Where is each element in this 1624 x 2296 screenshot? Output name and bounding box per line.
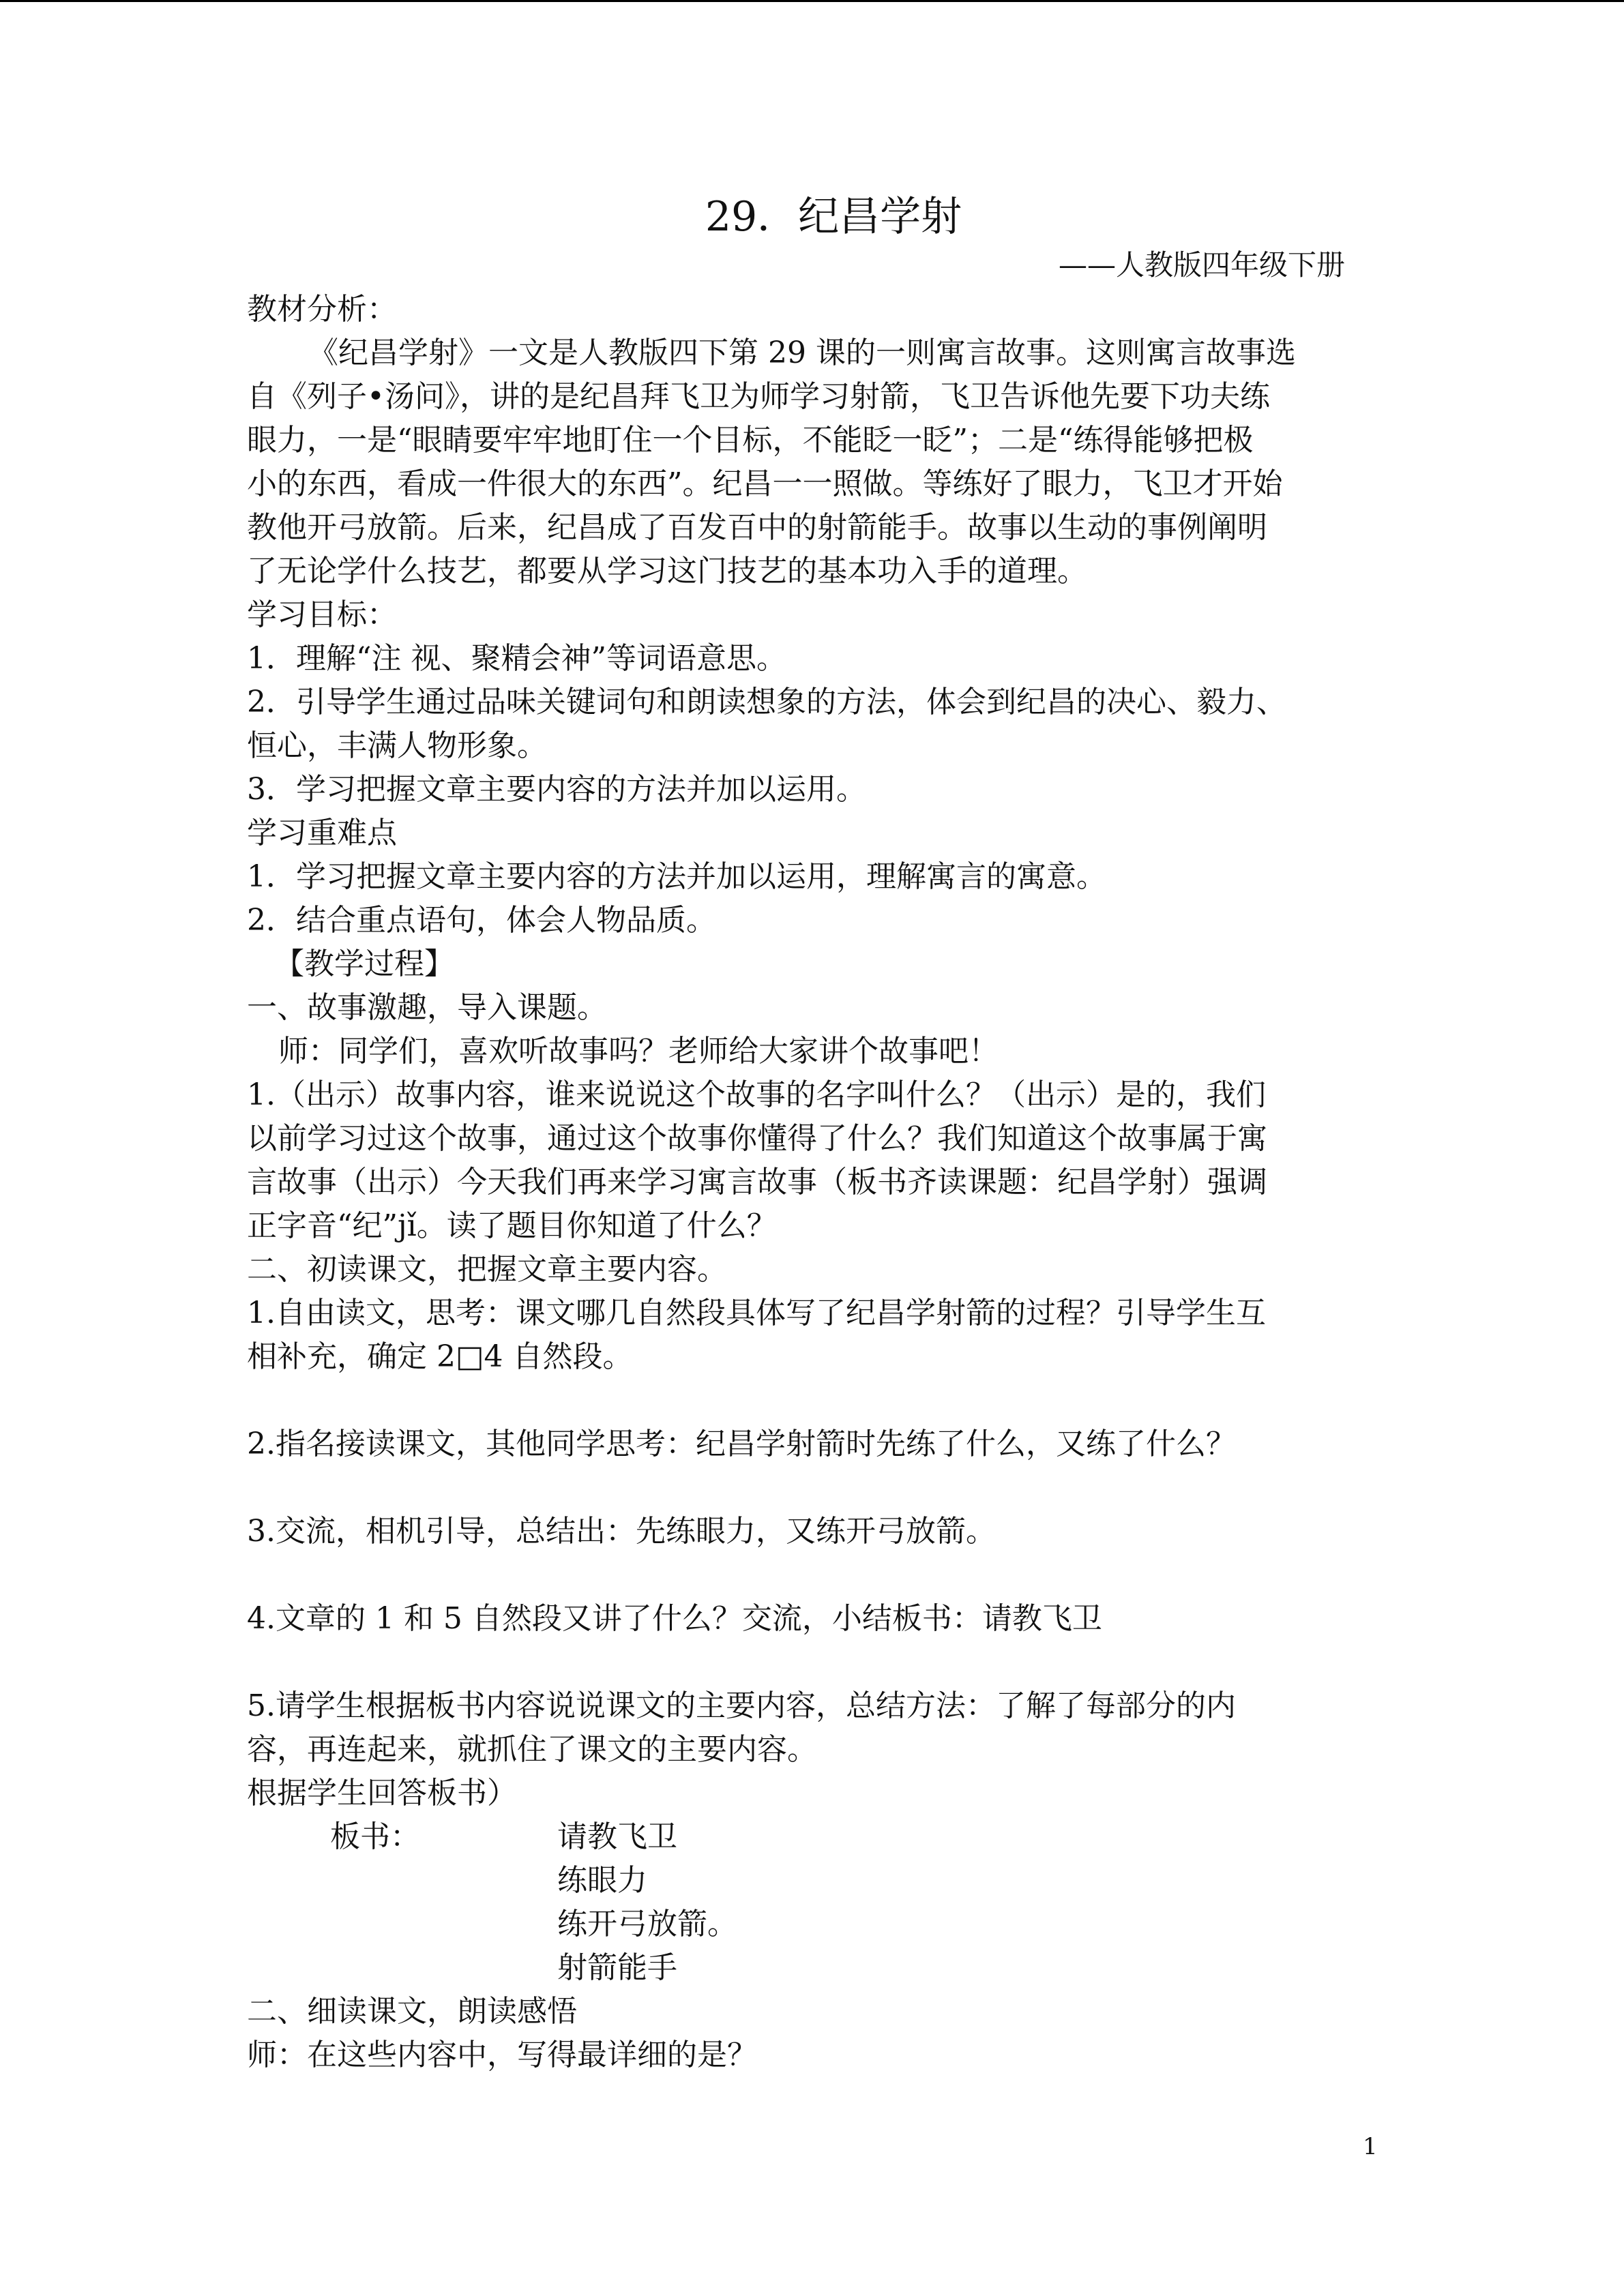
blank-line xyxy=(247,1466,1379,1510)
document-title: 29．纪昌学射 xyxy=(705,193,962,241)
document-subtitle: ——人教版四年级下册 xyxy=(1058,248,1345,282)
blank-line xyxy=(247,1641,1379,1684)
analysis-line: 教他开弓放箭。后来，纪昌成了百发百中的射箭能手。故事以生动的事例阐明 xyxy=(247,510,1267,545)
blank-line xyxy=(247,1553,1379,1597)
part1-teacher-line: 师：同学们，喜欢听故事吗？老师给大家讲个故事吧！ xyxy=(278,1034,999,1069)
part3-heading: 二、细读课文，朗读感悟 xyxy=(247,1994,577,2029)
part2-step4: 4.文章的 1 和 5 自然段又讲了什么？交流，小结板书：请教飞卫 xyxy=(247,1601,1102,1636)
part2-note: 根据学生回答板书） xyxy=(247,1776,517,1810)
document-page xyxy=(247,184,1379,2077)
part2-step1-line: 相补充，确定 2□4 自然段。 xyxy=(247,1339,633,1374)
keypoints-heading: 学习重难点 xyxy=(247,816,397,850)
part2-step3: 3.交流，相机引导，总结出：先练眼力，又练开弓放箭。 xyxy=(247,1514,996,1549)
board-items xyxy=(557,1815,737,1990)
blackboard-outline xyxy=(247,1815,1379,1990)
part1-line: 正字音“纪”jǐ。读了题目你知道了什么？ xyxy=(247,1208,777,1243)
part1-heading: 一、故事激趣，导入课题。 xyxy=(247,990,607,1025)
top-border xyxy=(0,0,1624,2)
analysis-line: 小的东西，看成一件很大的东西”。纪昌一一照做。等练好了眼力，飞卫才开始 xyxy=(247,466,1283,501)
analysis-line: 《纪昌学射》一文是人教版四下第 29 课的一则寓言故事。这则寓言故事选 xyxy=(308,336,1296,370)
goal-item: 1．理解“注 视、聚精会神”等词语意思。 xyxy=(247,641,786,676)
keypoint-item: 2．结合重点语句，体会人物品质。 xyxy=(247,903,716,938)
analysis-line: 眼力，一是“眼睛要牢牢地盯住一个目标，不能眨一眨”；二是“练得能够把极 xyxy=(247,423,1254,458)
analysis-line: 了无论学什么技艺，都要从学习这门技艺的基本功入手的道理。 xyxy=(247,554,1087,588)
board-item: 射箭能手 xyxy=(557,1950,677,1985)
part3-teacher-line: 师：在这些内容中，写得最详细的是？ xyxy=(247,2038,757,2072)
goals-heading: 学习目标： xyxy=(247,597,397,632)
board-item: 请教飞卫 xyxy=(557,1819,677,1854)
process-heading: 【教学过程】 xyxy=(274,946,454,981)
part1-line: 1.（出示）故事内容，谁来说说这个故事的名字叫什么？（出示）是的，我们 xyxy=(247,1077,1266,1112)
blank-line xyxy=(247,1379,1379,1422)
goal-item: 2．引导学生通过品味关键词句和朗读想象的方法，体会到纪昌的决心、毅力、 xyxy=(247,685,1286,719)
goal-item: 恒心，丰满人物形象。 xyxy=(247,728,547,763)
part1-line: 言故事（出示）今天我们再来学习寓言故事（板书齐读课题：纪昌学射）强调 xyxy=(247,1165,1267,1199)
part2-step2: 2.指名接读课文，其他同学思考：纪昌学射箭时先练了什么，又练了什么？ xyxy=(247,1427,1236,1461)
board-item: 练开弓放箭。 xyxy=(557,1907,737,1941)
part2-step5-line: 容，再连起来，就抓住了课文的主要内容。 xyxy=(247,1732,817,1767)
board-item: 练眼力 xyxy=(557,1863,647,1898)
analysis-heading: 教材分析： xyxy=(247,292,397,327)
goal-item: 3．学习把握文章主要内容的方法并加以运用。 xyxy=(247,772,866,807)
board-label: 板书： xyxy=(330,1819,420,1854)
part2-step1-line: 1.自由读文，思考：课文哪几自然段具体写了纪昌学射箭的过程？引导学生互 xyxy=(247,1296,1266,1330)
part1-line: 以前学习过这个故事，通过这个故事你懂得了什么？我们知道这个故事属于寓 xyxy=(247,1121,1267,1156)
part2-step5-line: 5.请学生根据板书内容说说课文的主要内容，总结方法：了解了每部分的内 xyxy=(247,1688,1236,1723)
document-body xyxy=(247,288,1379,2077)
keypoint-item: 1．学习把握文章主要内容的方法并加以运用，理解寓言的寓意。 xyxy=(247,859,1106,894)
part2-heading: 二、初读课文，把握文章主要内容。 xyxy=(247,1252,727,1287)
page-number: 1 xyxy=(1363,2133,1378,2160)
analysis-line: 自《列子•汤问》，讲的是纪昌拜飞卫为师学习射箭，飞卫告诉他先要下功夫练 xyxy=(247,379,1270,414)
